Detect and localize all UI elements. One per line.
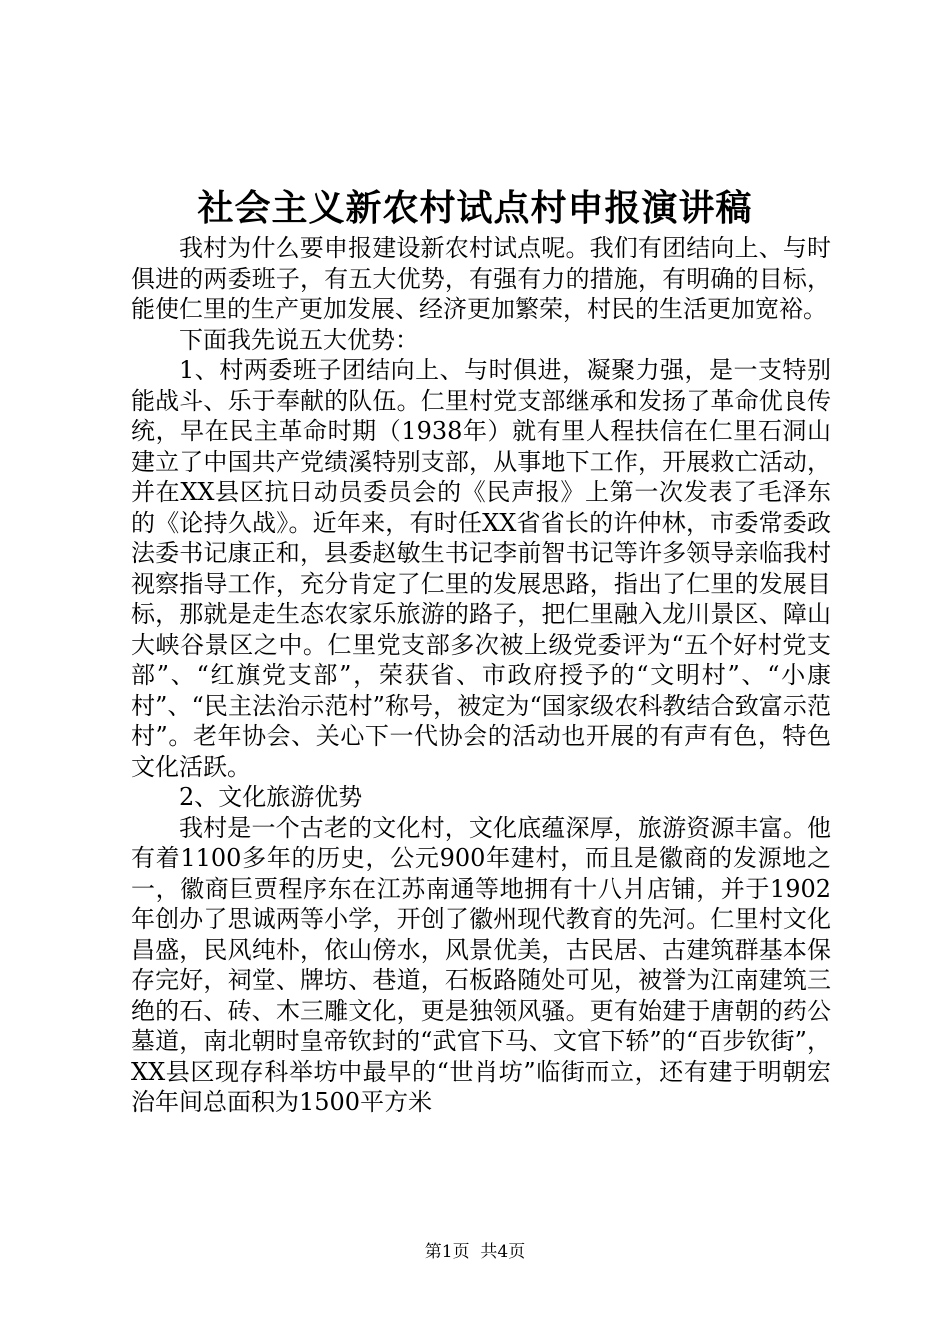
document-body	[131, 233, 831, 1118]
paragraph-advantage-2-heading: 2、文化旅游优势	[179, 783, 363, 811]
paragraph-culture-tourism: 我村是一个古老的文化村，文化底蕴深厚，旅游资源丰富。他有着1100多年的历史，公元900年建村，而且是徽商的发源地之一，徽商巨贾程序东在江苏南通等地拥有十八爿店铺，并于1902年创办了思诚两等小学，开创了徽州现代教育的先河。仁里村文化昌盛，民风纯朴，依山傍水，风景优美，古民居、古建筑群基本保存完好，祠堂、牌坊、巷道，石板路随处可见，被誉为江南建筑三绝的石、砖、木三雕文化，更是独领风骚。更有始建于唐朝的药公墓道，南北朝时皇帝钦封的“武官下马、文官下轿”的“百步钦街”，XX县区现存科举坊中最早的“世肖坊”临街而立，还有建于明朝宏治年间总面积为1500平方米	[131, 813, 831, 1116]
paragraph-intro: 我村为什么要申报建设新农村试点呢。我们有团结向上、与时俱进的两委班子，有五大优势，有强有力的措施，有明确的目标，能使仁里的生产更加发展、经济更加繁荣，村民的生活更加宽裕。	[131, 234, 831, 323]
document-title: 社会主义新农村试点村申报演讲稿	[197, 187, 753, 229]
page-total: 共4页	[480, 1242, 526, 1262]
paragraph-advantage-1: 1、村两委班子团结向上、与时俱进，凝聚力强，是一支特别能战斗、乐于奉献的队伍。仁里村党支部继承和发扬了革命优良传统，早在民主革命时期（1938年）就有里人程扶信在仁里石洞山建立了中国共产党绩溪特别支部，从事地下工作，开展救亡活动，并在XX县区抗日动员委员会的《民声报》上第一次发表了毛泽东的《论持久战》。近年来，有时任XX省省长的许仲林，市委常委政法委书记康正和，县委赵敏生书记李前智书记等许多领导亲临我村视察指导工作，充分肯定了仁里的发展思路，指出了仁里的发展目标，那就是走生态农家乐旅游的路子，把仁里融入龙川景区、障山大峡谷景区之中。仁里党支部多次被上级党委评为“五个好村党支部”、“红旗党支部”，荣获省、市政府授予的“文明村”、“小康村”、“民主法治示范村”称号，被定为“国家级农科教结合致富示范村”。老年协会、关心下一代协会的活动也开展的有声有色，特色文化活跃。	[131, 356, 831, 781]
paragraph-advantages-lead: 下面我先说五大优势：	[179, 325, 419, 354]
page-number: 第1页	[424, 1242, 470, 1262]
page-footer	[0, 1240, 950, 1264]
